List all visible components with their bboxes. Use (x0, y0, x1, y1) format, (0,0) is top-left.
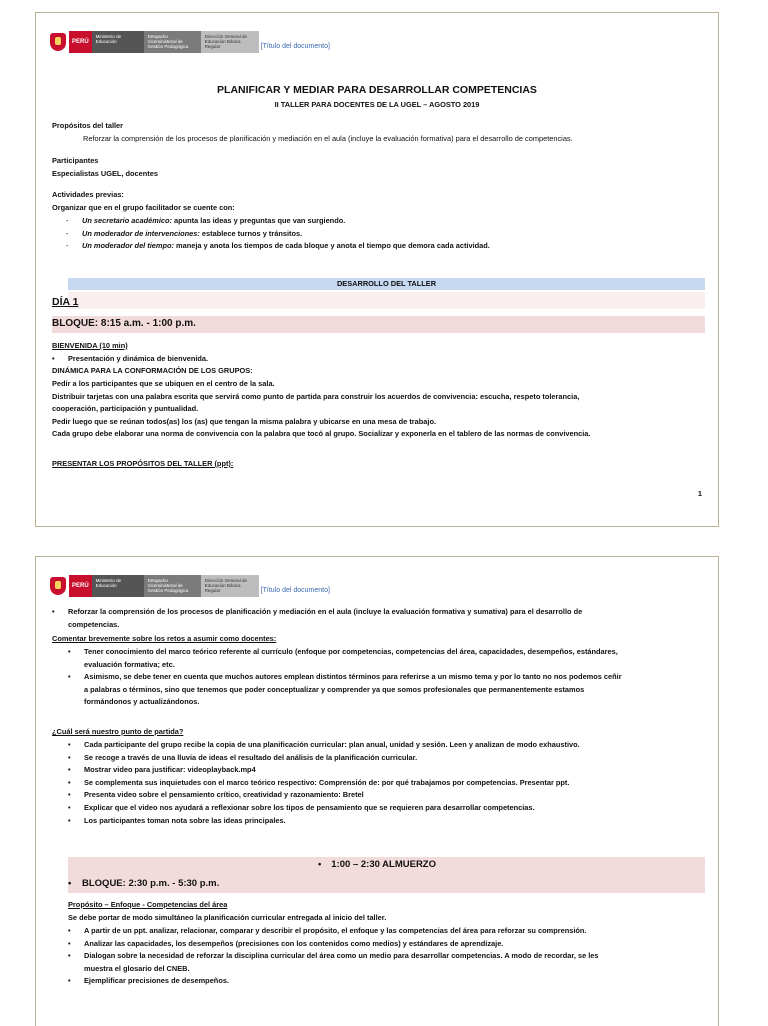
list-item: - Un moderador del tiempo: maneja y anota los tiempos de cada bloque y anota el tiempo que demora cada actividad. (66, 241, 490, 251)
dinamica-line: Pedir luego que se reúnan todos(as) los (as) que tengan la misma palabra y ubicarse en una mesa de trabajo. (52, 416, 437, 426)
list-item: - Un moderador de intervenciones: establece turnos y tránsitos. (66, 228, 303, 238)
proposito-intro: Se debe portar de modo simultáneo la planificación curricular entregada al inicio del taller. (68, 913, 387, 922)
header-peru: PERÚ (69, 575, 92, 597)
list-item: - Un secretario académico: apunta las ideas y preguntas que van surgiendo. (66, 216, 346, 225)
header-despacho: Despacho Viceministerial de Gestión Pedagógica (144, 31, 201, 53)
dinamica-line: Pedir a los participantes que se ubiquen en el centro de la sala. (52, 379, 275, 388)
page-subtitle: II TALLER PARA DOCENTES DE LA UGEL – AGOSTO 2019 (274, 100, 480, 109)
dia-band (68, 292, 705, 309)
dinamica-line: Distribuir tarjetas con una palabra escrita que servirá como punto de partida para construir los acuerdos de convivencia: escucha, respeto tolerancia, (52, 391, 580, 401)
list-item: • Tener conocimiento del marco teórico referente al currículo (enfoque por competencias, competencias del área, capacidades, desempeños, estándares, evaluación formativa; etc. (68, 647, 618, 669)
propositos-heading: Propósitos del taller (52, 121, 124, 130)
page-number: 1 (697, 489, 702, 498)
list-item: • Dialogan sobre la necesidad de reforzar la disciplina curricular del área como un medio para desarrollar competencias. A modo de recordar, se les muestra el glosario del CNEB. (68, 951, 599, 973)
comentar-heading: Comentar brevemente sobre los retos a asumir como docentes: (52, 634, 277, 643)
list-item: • Analizar las capacidades, los desempeños (precisiones con los contenidos como medios) y estándares de aprendizaje. (68, 938, 504, 948)
almuerzo-heading: • 1:00 – 2:30 ALMUERZO (317, 859, 437, 870)
list-item: • Se recoge a través de una lluvia de ideas el resultado del análisis de la planificación curricular. (68, 752, 418, 762)
header-ministerio: Ministerio de Educación (92, 31, 144, 53)
dinamica-line: Cada grupo debe elaborar una norma de convivencia con la palabra que tocó al grupo. Socializar y exponerla en el tablero de las normas de convivencia. (52, 429, 591, 439)
bienvenida-item: • Presentación y dinámica de bienvenida. (52, 354, 209, 363)
list-item: • Se complementa sus inquietudes con el marco teórico respectivo: Comprensión de: por qué trabajamos por competencias. Presentar ppt. (68, 777, 570, 787)
bloque-heading: BLOQUE: 8:15 a.m. - 1:00 p.m. (52, 318, 196, 329)
page-header (50, 31, 330, 53)
list-item: • Presenta video sobre el pensamiento crítico, creatividad y razonamiento: Bretel (68, 790, 364, 800)
participantes-text: Especialistas UGEL, docentes (52, 169, 158, 178)
partida-heading: ¿Cuál será nuestro punto de partida? (52, 727, 184, 736)
presentar-heading: PRESENTAR LOS PROPÓSITOS DEL TALLER (ppt): (52, 459, 234, 468)
list-item: • Cada participante del grupo recibe la copia de una planificación curricular: plan anual, unidad y sesión. Leen y analizan de modo exhaustivo. (68, 740, 580, 749)
bloque2-heading: • BLOQUE: 2:30 p.m. - 5:30 p.m. (68, 878, 220, 889)
document-page-2 (35, 556, 719, 1026)
dinamica-lines (52, 378, 712, 441)
partida-list (68, 739, 708, 827)
coat-of-arms-icon (50, 577, 66, 595)
header-direccion: Dirección General de Educación Básica Regular (201, 575, 259, 597)
coat-of-arms-icon (50, 33, 66, 51)
actividades-intro: Organizar que en el grupo facilitador se cuente con: (52, 203, 235, 212)
page-header (50, 575, 330, 597)
document-page-1 (35, 12, 719, 527)
dia-heading: DÍA 1 (52, 296, 79, 308)
actividades-list (66, 215, 706, 253)
proposito-list (68, 925, 708, 988)
header-direccion: Dirección General de Educación Básica Regular (201, 31, 259, 53)
list-item: • Asimismo, se debe tener en cuenta que muchos autores emplean distintos términos para referirse a un mismo tema y por lo tanto no nos podemos ceñir a palabras o términos, sino que tenemos que poder conceptualizar y comprender ya que somos profesionales que permanentemente estamos formándonos y actualizándonos. (68, 672, 622, 707)
doc-title-placeholder: [Título del documento] (260, 586, 330, 594)
proposito-heading: Propósito – Enfoque - Competencias del área (68, 900, 228, 909)
list-item: • Explicar que el video nos ayudará a reflexionar sobre los tipos de pensamiento que se requieren para desarrollar competencias. (68, 802, 535, 812)
participantes-heading: Participantes (52, 156, 99, 165)
list-item: • A partir de un ppt. analizar, relacionar, comparar y describir el propósito, el enfoque y las competencias del área para reforzar su comprensión. (68, 926, 587, 935)
list-item: • Mostrar video para justificar: videoplayback.mp4 (68, 765, 256, 775)
doc-title-placeholder: [Título del documento] (260, 42, 330, 50)
desarrollo-band: DESARROLLO DEL TALLER (68, 278, 705, 290)
list-item: • Ejemplificar precisiones de desempeños. (68, 976, 229, 986)
list-item: • Los participantes toman nota sobre las ideas principales. (68, 815, 286, 825)
first-item: • Reforzar la comprensión de los procesos de planificación y mediación en el aula (incluye la evaluación formativa y sumativa) para el desarrollo de competencias. (52, 607, 583, 629)
page-title: PLANIFICAR Y MEDIAR PARA DESARROLLAR COMPETENCIAS (217, 84, 537, 96)
comentar-list (68, 646, 708, 709)
header-ministerio: Ministerio de Educación (92, 575, 144, 597)
propositos-text: Reforzar la comprensión de los procesos de planificación y mediación en el aula (incluye la evaluación formativa) para el desarrollo de competencias. (83, 134, 573, 143)
bienvenida-heading: BIENVENIDA (10 min) (52, 341, 128, 350)
actividades-heading: Actividades previas: (52, 190, 124, 199)
header-despacho: Despacho Viceministerial de Gestión Pedagógica (144, 575, 201, 597)
dinamica-line: cooperación, participación y puntualidad. (52, 404, 199, 414)
dinamica-heading: DINÁMICA PARA LA CONFORMACIÓN DE LOS GRUPOS: (52, 366, 253, 375)
header-peru: PERÚ (69, 31, 92, 53)
